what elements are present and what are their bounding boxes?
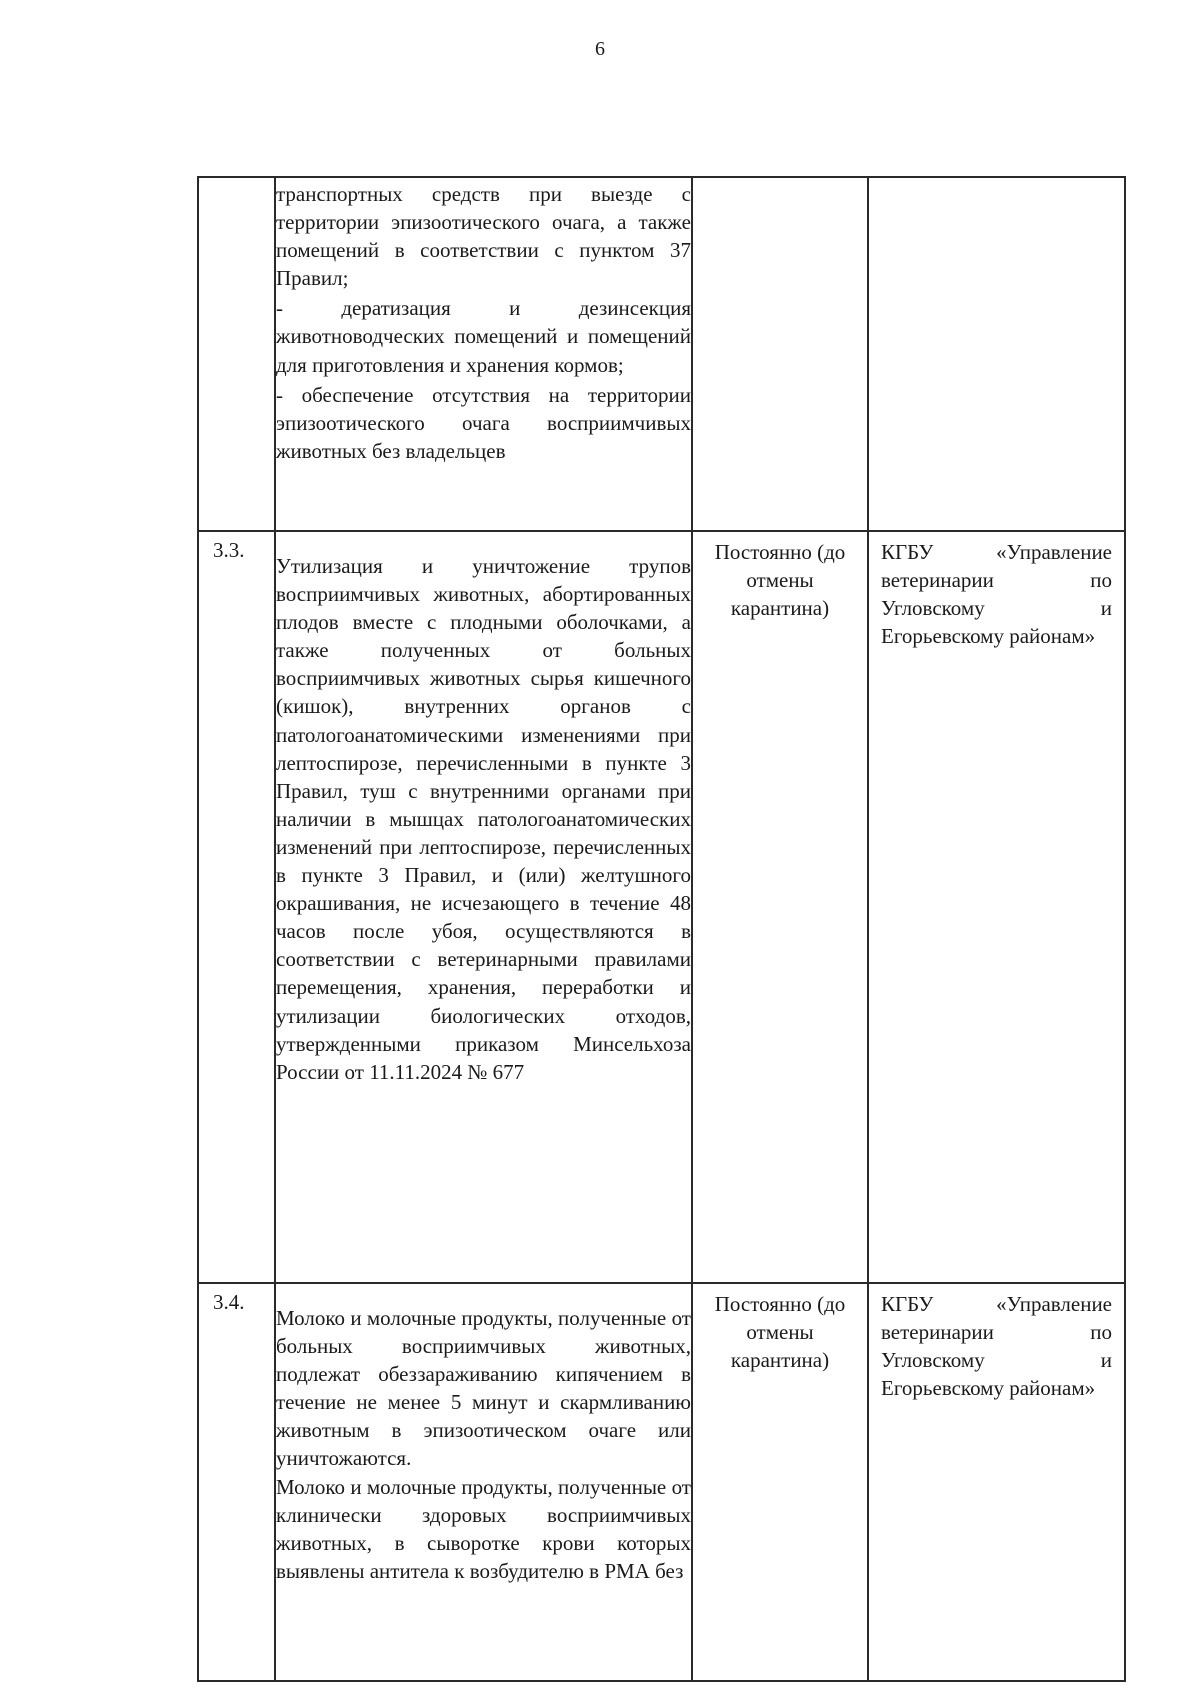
term-cell <box>692 531 868 1283</box>
measure-paragraph: Молоко и молочные продукты, полученные от клинически здоровых восприимчивых животных, в сыворотке крови которых выявлены антитела к возбудителю в РМА без <box>276 1474 691 1583</box>
row-number <box>199 178 274 184</box>
measure-paragraph: транспортных средств при выезде с территории эпизоотического очага, а также помещений в соответствии с пунктом 37 Правил; <box>276 182 691 291</box>
row-number: 3.3. <box>213 538 245 562</box>
responsible-cell <box>868 1283 1125 1681</box>
term-text: Постоянно (до отмены карантина) <box>714 1292 846 1372</box>
table-row <box>198 177 1125 531</box>
term-cell <box>692 177 868 531</box>
measure-text-cell <box>275 177 692 531</box>
measure-paragraph: Молоко и молочные продукты, полученные от больных восприимчивых животных, подлежат обеззараживанию кипячением в течение не менее 5 минут и скармливанию животным в эпизоотическом очаге или уничтожаются. <box>276 1306 691 1471</box>
row-number-cell <box>198 1283 275 1681</box>
measure-bullet: - дератизация и дезинсекция животноводческих помещений и помещений для приготовления и хранения кормов; <box>276 296 691 377</box>
table-row <box>198 1283 1125 1681</box>
term-text <box>693 178 867 184</box>
term-text: Постоянно (до отмены карантина) <box>714 540 846 620</box>
measure-bullet: - обеспечение отсутствия на территории эпизоотического очага восприимчивых животных без владельцев <box>276 382 691 463</box>
responsible-text: КГБУ «Управление ветеринарии по Угловскому и Егорьевскому районам» <box>881 1292 1112 1400</box>
measure-paragraph: Утилизация и уничтожение трупов восприимчивых животных, абортированных плодов вместе с плодными оболочками, а также полученных от больных восприимчивых животных сырья кишечного (кишок), внутренних органов с патологоанатомическими изменениями при лептоспирозе, перечисленными в пункте 3 Правил, туш с внутренними органами при наличии в мышцах патологоанатомических изменений при лептоспирозе, перечисленных в пункте 3 Правил, и (или) желтушного окрашивания, не исчезающего в течение 48 часов после убоя, осуществляются в соответствии с ветеринарными правилами перемещения, хранения, переработки и утилизации биологических отходов, утвержденными приказом Минсельхоза России от 11.11.2024 № 677 <box>276 554 691 1084</box>
row-number: 3.4. <box>213 1290 245 1314</box>
responsible-text <box>869 178 1124 184</box>
row-number-cell <box>198 177 275 531</box>
measure-text-cell <box>275 531 692 1283</box>
table-row <box>198 531 1125 1283</box>
responsible-cell <box>868 531 1125 1283</box>
responsible-text: КГБУ «Управление ветеринарии по Угловскому и Егорьевскому районам» <box>881 540 1112 648</box>
measures-table <box>197 176 1126 1682</box>
page-number: 6 <box>595 38 605 60</box>
row-number-cell <box>198 531 275 1283</box>
term-cell <box>692 1283 868 1681</box>
responsible-cell <box>868 177 1125 531</box>
measure-text-cell <box>275 1283 692 1681</box>
